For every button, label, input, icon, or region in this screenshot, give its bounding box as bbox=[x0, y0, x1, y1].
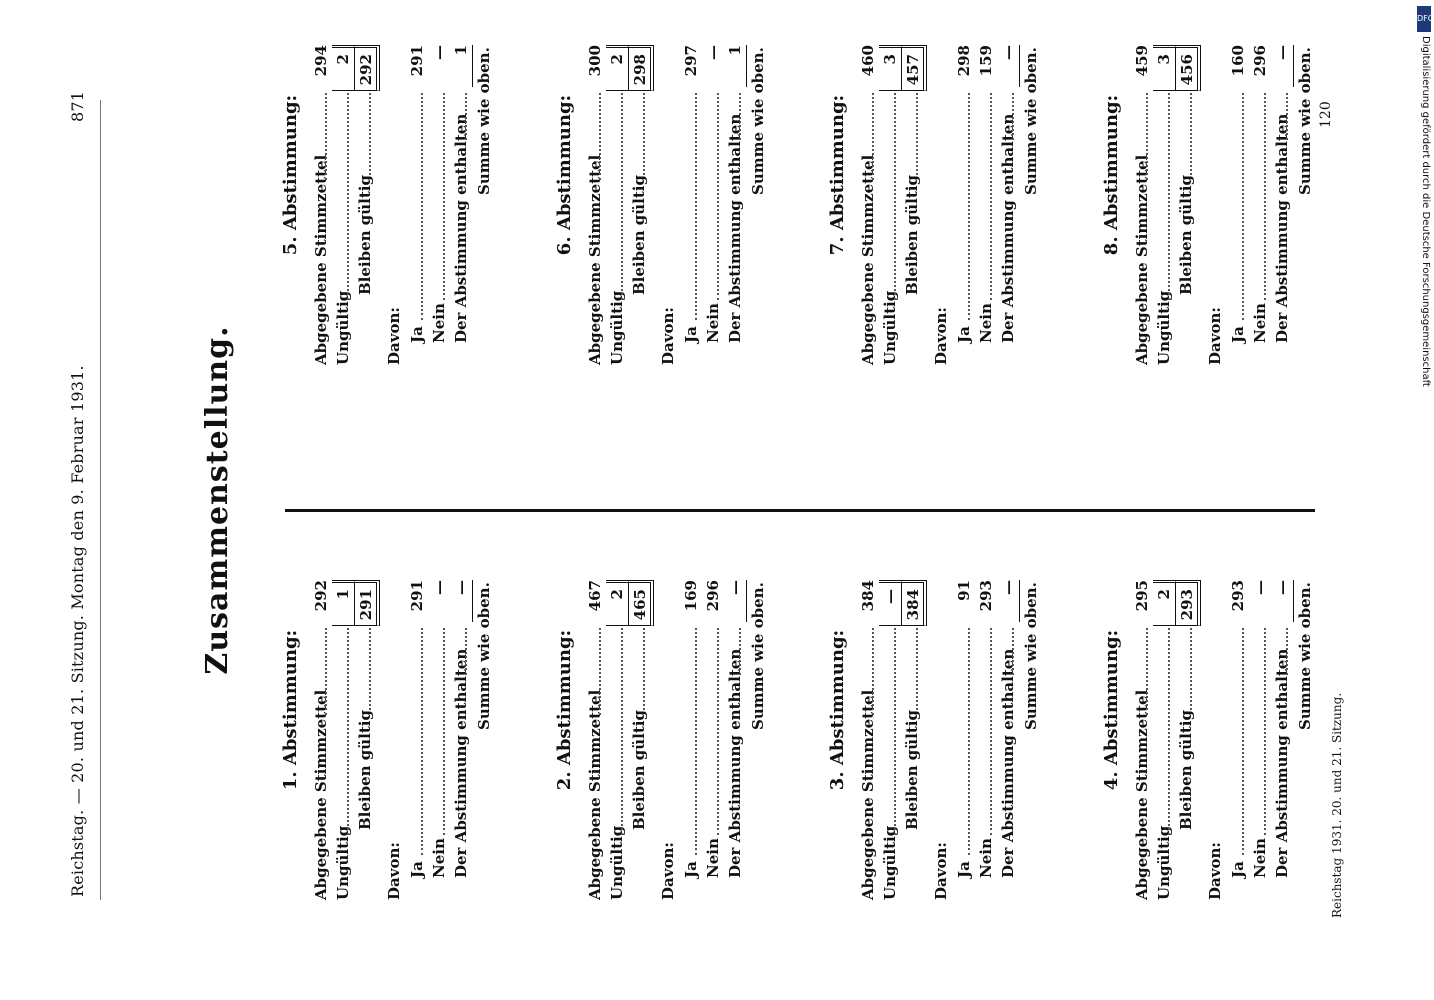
leader-dots bbox=[599, 628, 601, 715]
leader-dots bbox=[347, 93, 349, 300]
label-enthalten: Der Abstimmung enthalten bbox=[452, 113, 470, 343]
value-abgegeben: 300 bbox=[586, 45, 604, 77]
vote-title: 2. Abstimmung: bbox=[554, 629, 575, 791]
value-ja: 169 bbox=[682, 580, 700, 612]
leader-dots bbox=[894, 93, 896, 300]
row-enthalten bbox=[997, 45, 1019, 365]
value-abgegeben: 467 bbox=[586, 580, 604, 612]
label-nein: Nein bbox=[977, 303, 995, 343]
leader-dots bbox=[643, 93, 645, 175]
row-abgegeben bbox=[584, 580, 606, 900]
value-nein: — bbox=[1251, 580, 1269, 595]
row-nein bbox=[1249, 580, 1271, 900]
row-gueltig bbox=[901, 580, 923, 900]
label-ja: Ja bbox=[682, 861, 700, 878]
row-ja bbox=[953, 580, 975, 900]
row-enthalten bbox=[450, 45, 472, 365]
value-nein: — bbox=[430, 580, 448, 595]
label-davon: Davon: bbox=[932, 842, 950, 900]
row-ja bbox=[680, 580, 702, 900]
row-unguelig bbox=[332, 580, 354, 900]
value-enthalten: — bbox=[1271, 580, 1294, 622]
leader-dots bbox=[621, 93, 623, 300]
value-ja: 298 bbox=[955, 45, 973, 77]
label-davon: Davon: bbox=[385, 842, 403, 900]
value-gueltig: 457 bbox=[901, 45, 927, 91]
summe-text: Summe wie oben. bbox=[1022, 582, 1040, 730]
value-abgegeben: 294 bbox=[312, 45, 330, 77]
label-abgegeben: Abgegebene Stimmzettel bbox=[586, 689, 604, 900]
vote-block-8 bbox=[1097, 45, 1317, 365]
label-gueltig: Bleiben gültig bbox=[630, 175, 648, 295]
value-unguelig: 3 bbox=[879, 45, 901, 91]
row-ja bbox=[1227, 45, 1249, 365]
value-ja: 291 bbox=[408, 580, 426, 612]
label-unguelig: Ungültig bbox=[1155, 290, 1173, 365]
summe-text: Summe wie oben. bbox=[1296, 582, 1314, 730]
leader-dots bbox=[599, 93, 601, 180]
label-nein: Nein bbox=[430, 303, 448, 343]
row-abgegeben bbox=[310, 580, 332, 900]
value-ja: 91 bbox=[955, 580, 973, 601]
page-number: 871 bbox=[68, 90, 87, 122]
value-gueltig: 291 bbox=[354, 580, 380, 626]
leader-dots bbox=[1146, 628, 1148, 715]
row-enthalten bbox=[1271, 45, 1293, 365]
leader-dots bbox=[465, 628, 467, 675]
summe-text: Summe wie oben. bbox=[475, 582, 493, 730]
row-abgegeben bbox=[310, 45, 332, 365]
value-abgegeben: 460 bbox=[859, 45, 877, 77]
leader-dots bbox=[1242, 93, 1244, 320]
label-enthalten: Der Abstimmung enthalten bbox=[726, 113, 744, 343]
leader-dots bbox=[1190, 93, 1192, 175]
label-gueltig: Bleiben gültig bbox=[630, 710, 648, 830]
running-header: Reichstag. — 20. und 21. Sitzung. Montag den 9. Februar 1931. bbox=[68, 365, 87, 897]
label-enthalten: Der Abstimmung enthalten bbox=[452, 648, 470, 878]
label-davon: Davon: bbox=[385, 307, 403, 365]
value-unguelig: 1 bbox=[332, 580, 354, 626]
label-davon: Davon: bbox=[659, 842, 677, 900]
label-ja: Ja bbox=[1229, 861, 1247, 878]
leader-dots bbox=[990, 93, 992, 300]
leader-dots bbox=[1012, 628, 1014, 675]
value-ja: 160 bbox=[1229, 45, 1247, 77]
dfg-logo: DFG bbox=[1417, 6, 1431, 32]
row-nein bbox=[975, 45, 997, 365]
leader-dots bbox=[717, 628, 719, 835]
value-ja: 297 bbox=[682, 45, 700, 77]
value-enthalten: — bbox=[450, 580, 473, 622]
row-enthalten bbox=[724, 45, 746, 365]
vote-block-3 bbox=[823, 580, 1043, 900]
footer-number: 120 bbox=[1318, 101, 1334, 128]
row-enthalten bbox=[997, 580, 1019, 900]
leader-dots bbox=[990, 628, 992, 835]
value-unguelig: 2 bbox=[606, 45, 628, 91]
row-ja bbox=[1227, 580, 1249, 900]
leader-dots bbox=[968, 628, 970, 855]
leader-dots bbox=[465, 93, 467, 140]
row-davon bbox=[376, 580, 406, 900]
row-abgegeben bbox=[857, 580, 879, 900]
row-unguelig bbox=[1153, 580, 1175, 900]
summe-line bbox=[1293, 45, 1317, 365]
summe-line bbox=[746, 580, 770, 900]
label-unguelig: Ungültig bbox=[608, 290, 626, 365]
row-abgegeben bbox=[857, 45, 879, 365]
row-unguelig bbox=[606, 580, 628, 900]
leader-dots bbox=[1012, 93, 1014, 140]
value-gueltig: 384 bbox=[901, 580, 927, 626]
row-nein bbox=[975, 580, 997, 900]
label-nein: Nein bbox=[430, 838, 448, 878]
row-gueltig bbox=[628, 45, 650, 365]
leader-dots bbox=[1146, 93, 1148, 180]
label-gueltig: Bleiben gültig bbox=[903, 175, 921, 295]
vote-title: 1. Abstimmung: bbox=[280, 629, 301, 791]
label-enthalten: Der Abstimmung enthalten bbox=[1273, 648, 1291, 878]
label-davon: Davon: bbox=[932, 307, 950, 365]
label-davon: Davon: bbox=[1206, 307, 1224, 365]
vote-block-5 bbox=[276, 45, 496, 365]
leader-dots bbox=[1242, 628, 1244, 855]
value-abgegeben: 295 bbox=[1133, 580, 1151, 612]
label-gueltig: Bleiben gültig bbox=[1177, 710, 1195, 830]
value-enthalten: — bbox=[997, 580, 1020, 622]
leader-dots bbox=[916, 628, 918, 710]
dfg-sidebar bbox=[1417, 6, 1434, 396]
value-unguelig: 3 bbox=[1153, 45, 1175, 91]
label-ja: Ja bbox=[408, 861, 426, 878]
value-enthalten: — bbox=[1271, 45, 1294, 87]
label-nein: Nein bbox=[704, 303, 722, 343]
value-nein: 296 bbox=[1251, 45, 1269, 77]
leader-dots bbox=[421, 93, 423, 320]
leader-dots bbox=[643, 628, 645, 710]
label-davon: Davon: bbox=[1206, 842, 1224, 900]
dfg-credit-text: Digitalisierung gefördert durch die Deutsche Forschungsgemeinschaft bbox=[1420, 36, 1431, 387]
value-enthalten: 1 bbox=[724, 45, 747, 87]
leader-dots bbox=[1168, 93, 1170, 300]
vote-block-7 bbox=[823, 45, 1043, 365]
row-enthalten bbox=[724, 580, 746, 900]
leader-dots bbox=[894, 628, 896, 835]
leader-dots bbox=[369, 628, 371, 710]
leader-dots bbox=[1264, 628, 1266, 835]
label-gueltig: Bleiben gültig bbox=[356, 175, 374, 295]
header-rule bbox=[100, 100, 101, 900]
label-abgegeben: Abgegebene Stimmzettel bbox=[312, 689, 330, 900]
leader-dots bbox=[695, 93, 697, 320]
label-enthalten: Der Abstimmung enthalten bbox=[726, 648, 744, 878]
leader-dots bbox=[347, 628, 349, 835]
value-gueltig: 456 bbox=[1175, 45, 1201, 91]
row-abgegeben bbox=[1131, 580, 1153, 900]
label-nein: Nein bbox=[704, 838, 722, 878]
value-enthalten: 1 bbox=[450, 45, 473, 87]
label-ja: Ja bbox=[1229, 326, 1247, 343]
value-abgegeben: 292 bbox=[312, 580, 330, 612]
footer-text: Reichstag 1931. 20. und 21. Sitzung. bbox=[1330, 692, 1344, 918]
label-unguelig: Ungültig bbox=[881, 290, 899, 365]
value-nein: — bbox=[430, 45, 448, 60]
label-nein: Nein bbox=[1251, 838, 1269, 878]
label-unguelig: Ungültig bbox=[881, 825, 899, 900]
summe-line bbox=[746, 45, 770, 365]
label-abgegeben: Abgegebene Stimmzettel bbox=[859, 689, 877, 900]
leader-dots bbox=[717, 93, 719, 300]
leader-dots bbox=[739, 93, 741, 140]
vote-title: 7. Abstimmung: bbox=[827, 94, 848, 256]
value-gueltig: 298 bbox=[628, 45, 654, 91]
label-abgegeben: Abgegebene Stimmzettel bbox=[859, 154, 877, 365]
label-ja: Ja bbox=[682, 326, 700, 343]
value-ja: 291 bbox=[408, 45, 426, 77]
summe-line bbox=[472, 45, 496, 365]
leader-dots bbox=[872, 628, 874, 715]
leader-dots bbox=[1190, 628, 1192, 710]
label-abgegeben: Abgegebene Stimmzettel bbox=[1133, 689, 1151, 900]
leader-dots bbox=[443, 93, 445, 300]
label-unguelig: Ungültig bbox=[334, 825, 352, 900]
row-gueltig bbox=[628, 580, 650, 900]
label-unguelig: Ungültig bbox=[608, 825, 626, 900]
value-gueltig: 293 bbox=[1175, 580, 1201, 626]
row-davon bbox=[1197, 45, 1227, 365]
summe-text: Summe wie oben. bbox=[1296, 47, 1314, 195]
leader-dots bbox=[443, 628, 445, 835]
column-divider bbox=[285, 509, 1315, 512]
vote-block-2 bbox=[550, 580, 770, 900]
row-unguelig bbox=[606, 45, 628, 365]
label-abgegeben: Abgegebene Stimmzettel bbox=[312, 154, 330, 365]
value-unguelig: 2 bbox=[1153, 580, 1175, 626]
label-unguelig: Ungültig bbox=[1155, 825, 1173, 900]
label-enthalten: Der Abstimmung enthalten bbox=[999, 113, 1017, 343]
leader-dots bbox=[421, 628, 423, 855]
leader-dots bbox=[325, 628, 327, 715]
row-nein bbox=[702, 580, 724, 900]
row-enthalten bbox=[450, 580, 472, 900]
row-nein bbox=[428, 580, 450, 900]
label-davon: Davon: bbox=[659, 307, 677, 365]
summe-text: Summe wie oben. bbox=[475, 47, 493, 195]
label-abgegeben: Abgegebene Stimmzettel bbox=[586, 154, 604, 365]
label-gueltig: Bleiben gültig bbox=[1177, 175, 1195, 295]
summe-text: Summe wie oben. bbox=[1022, 47, 1040, 195]
leader-dots bbox=[369, 93, 371, 175]
summe-text: Summe wie oben. bbox=[749, 47, 767, 195]
row-davon bbox=[650, 45, 680, 365]
value-gueltig: 465 bbox=[628, 580, 654, 626]
summe-line bbox=[1293, 580, 1317, 900]
row-unguelig bbox=[879, 45, 901, 365]
value-nein: 293 bbox=[977, 580, 995, 612]
row-gueltig bbox=[1175, 45, 1197, 365]
summe-line bbox=[1019, 45, 1043, 365]
leader-dots bbox=[916, 93, 918, 175]
leader-dots bbox=[1286, 93, 1288, 140]
label-enthalten: Der Abstimmung enthalten bbox=[1273, 113, 1291, 343]
row-gueltig bbox=[1175, 580, 1197, 900]
row-gueltig bbox=[354, 580, 376, 900]
value-ja: 293 bbox=[1229, 580, 1247, 612]
vote-title: 3. Abstimmung: bbox=[827, 629, 848, 791]
value-unguelig: — bbox=[879, 580, 901, 626]
leader-dots bbox=[695, 628, 697, 855]
vote-title: 6. Abstimmung: bbox=[554, 94, 575, 256]
value-unguelig: 2 bbox=[606, 580, 628, 626]
row-ja bbox=[953, 45, 975, 365]
row-unguelig bbox=[1153, 45, 1175, 365]
row-nein bbox=[702, 45, 724, 365]
label-ja: Ja bbox=[955, 861, 973, 878]
value-gueltig: 292 bbox=[354, 45, 380, 91]
leader-dots bbox=[621, 628, 623, 835]
vote-title: 8. Abstimmung: bbox=[1101, 94, 1122, 256]
leader-dots bbox=[325, 93, 327, 180]
value-unguelig: 2 bbox=[332, 45, 354, 91]
label-abgegeben: Abgegebene Stimmzettel bbox=[1133, 154, 1151, 365]
row-gueltig bbox=[354, 45, 376, 365]
row-abgegeben bbox=[1131, 45, 1153, 365]
page-title: Zusammenstellung. bbox=[200, 325, 235, 675]
label-ja: Ja bbox=[955, 326, 973, 343]
label-enthalten: Der Abstimmung enthalten bbox=[999, 648, 1017, 878]
value-abgegeben: 384 bbox=[859, 580, 877, 612]
summe-line bbox=[1019, 580, 1043, 900]
leader-dots bbox=[872, 93, 874, 180]
row-nein bbox=[428, 45, 450, 365]
value-abgegeben: 459 bbox=[1133, 45, 1151, 77]
row-ja bbox=[406, 580, 428, 900]
value-enthalten: — bbox=[724, 580, 747, 622]
row-unguelig bbox=[332, 45, 354, 365]
leader-dots bbox=[1264, 93, 1266, 300]
vote-block-4 bbox=[1097, 580, 1317, 900]
row-davon bbox=[650, 580, 680, 900]
summe-line bbox=[472, 580, 496, 900]
label-ja: Ja bbox=[408, 326, 426, 343]
label-gueltig: Bleiben gültig bbox=[356, 710, 374, 830]
leader-dots bbox=[1168, 628, 1170, 835]
summe-text: Summe wie oben. bbox=[749, 582, 767, 730]
vote-block-1 bbox=[276, 580, 496, 900]
label-nein: Nein bbox=[977, 838, 995, 878]
label-gueltig: Bleiben gültig bbox=[903, 710, 921, 830]
row-unguelig bbox=[879, 580, 901, 900]
row-enthalten bbox=[1271, 580, 1293, 900]
row-davon bbox=[376, 45, 406, 365]
row-nein bbox=[1249, 45, 1271, 365]
vote-title: 4. Abstimmung: bbox=[1101, 629, 1122, 791]
row-ja bbox=[680, 45, 702, 365]
value-nein: — bbox=[704, 45, 722, 60]
leader-dots bbox=[739, 628, 741, 675]
row-davon bbox=[923, 45, 953, 365]
value-enthalten: — bbox=[997, 45, 1020, 87]
row-ja bbox=[406, 45, 428, 365]
label-unguelig: Ungültig bbox=[334, 290, 352, 365]
label-nein: Nein bbox=[1251, 303, 1269, 343]
leader-dots bbox=[968, 93, 970, 320]
row-gueltig bbox=[901, 45, 923, 365]
vote-title: 5. Abstimmung: bbox=[280, 94, 301, 256]
row-abgegeben bbox=[584, 45, 606, 365]
row-davon bbox=[1197, 580, 1227, 900]
row-davon bbox=[923, 580, 953, 900]
value-nein: 296 bbox=[704, 580, 722, 612]
leader-dots bbox=[1286, 628, 1288, 675]
vote-block-6 bbox=[550, 45, 770, 365]
value-nein: 159 bbox=[977, 45, 995, 77]
